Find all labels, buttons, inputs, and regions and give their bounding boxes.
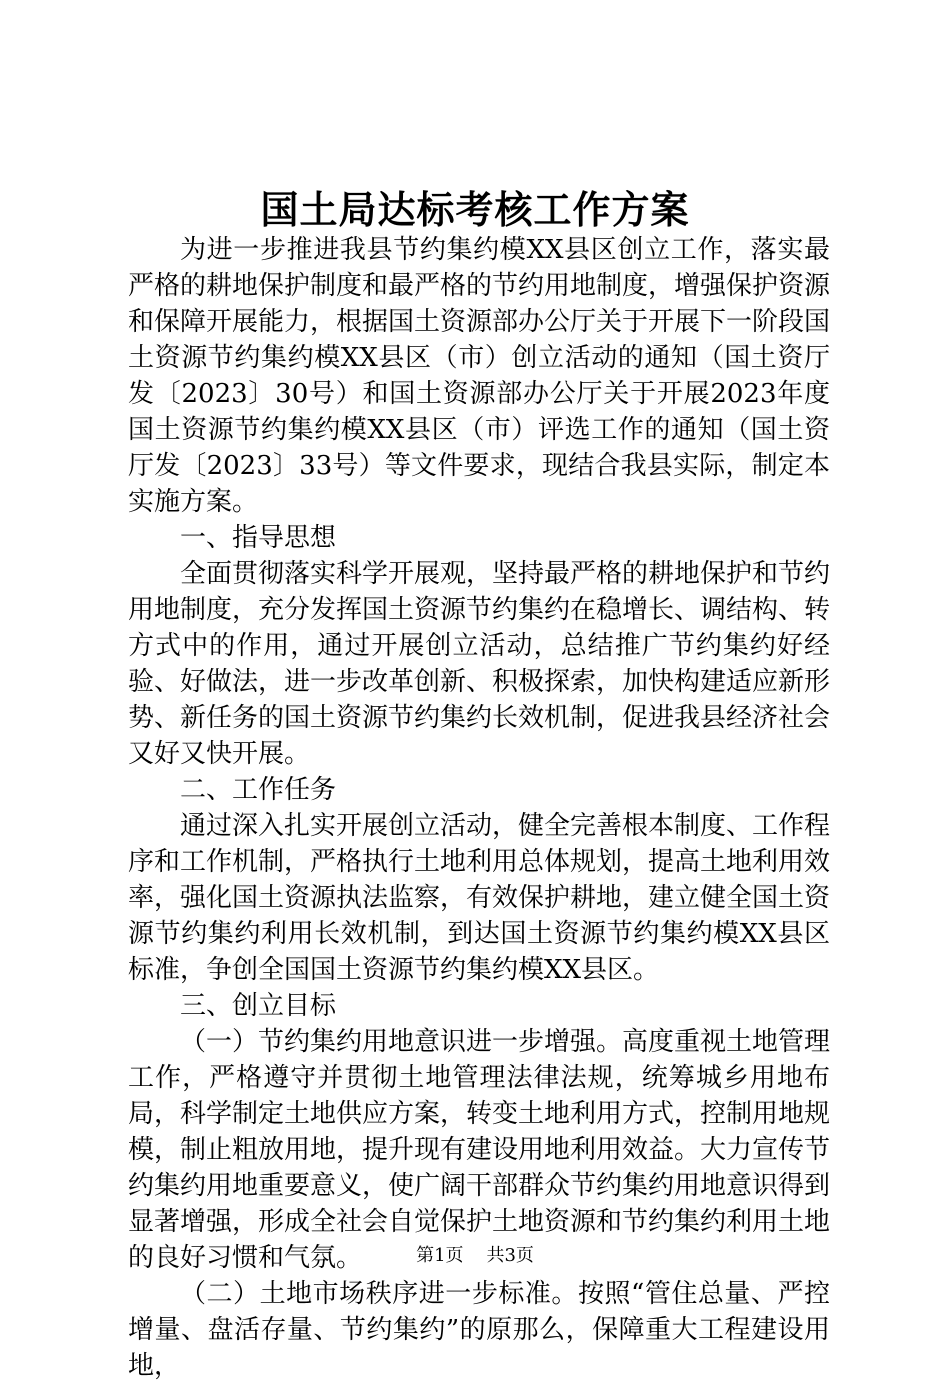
page-number: 第1页 [416, 1245, 464, 1266]
section-heading-work-tasks: 二、工作任务 [180, 775, 337, 805]
page-total: 共3页 [486, 1245, 534, 1266]
page-footer [0, 1244, 950, 1268]
footer-spacer [469, 1245, 480, 1266]
guiding-thought-paragraph: 全面贯彻落实科学开展观，坚持最严格的耕地保护和节约用地制度，充分发挥国土资源节约集约在稳增长、调结构、转方式中的作用，通过开展创立活动，总结推广节约集约好经验、好做法，进一步改革创新、积极探索，加快构建适应新形势、新任务的国土资源节约集约长效机制，促进我县经济社会又好又快开展。 [128, 559, 831, 769]
document-body [128, 232, 830, 1384]
section-heading-goals: 三、创立目标 [180, 991, 337, 1021]
section-heading-guiding-thought: 一、指导思想 [180, 523, 337, 553]
intro-paragraph: 为进一步推进我县节约集约模XX县区创立工作，落实最严格的耕地保护制度和最严格的节约用地制度，增强保护资源和保障开展能力，根据国土资源部办公厅关于开展下一阶段国土资源节约集约模XX县区（市）创立活动的通知（国土资厅发〔2023〕30号）和国土资源部办公厅关于开展2023年度国土资源节约集约模XX县区（市）评选工作的通知（国土资厅发〔2023〕33号）等文件要求，现结合我县实际，制定本实施方案。 [128, 235, 831, 517]
document-title: 国土局达标考核工作方案 [260, 187, 690, 232]
work-tasks-paragraph: 通过深入扎实开展创立活动，健全完善根本制度、工作程序和工作机制，严格执行土地利用总体规划，提高土地利用效率，强化国土资源执法监察，有效保护耕地，建立健全国土资源节约集约利用长效机制，到达国土资源节约集约模XX县区标准，争创全国国土资源节约集约模XX县区。 [128, 811, 831, 985]
goal-two-paragraph: （二）土地市场秩序进一步标准。按照“管住总量、严控增量、盘活存量、节约集约”的原那么，保障重大工程建设用地， [128, 1279, 830, 1381]
goal-one-paragraph: （一）节约集约用地意识进一步增强。高度重视土地管理工作，严格遵守并贯彻土地管理法律法规，统筹城乡用地布局，科学制定土地供应方案，转变土地利用方式，控制用地规模，制止粗放用地，提升现有建设用地利用效益。大力宣传节约集约用地重要意义，使广阔干部群众节约集约用地意识得到显著增强，形成全社会自觉保护土地资源和节约集约利用土地的良好习惯和气氛。 [128, 1027, 831, 1273]
